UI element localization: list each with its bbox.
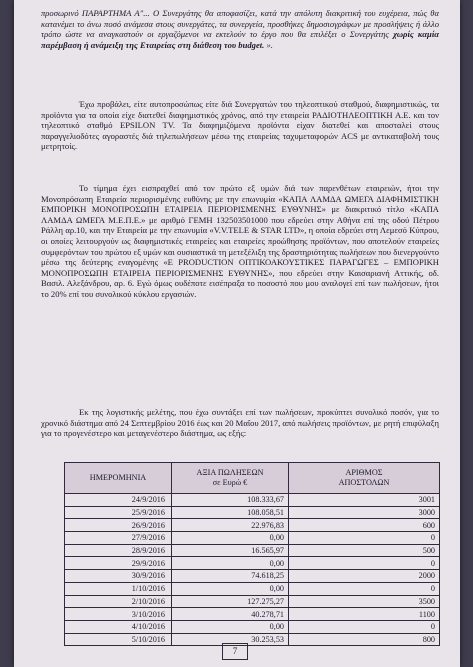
cell-sales-value: 22.976,83 [172,519,289,532]
cell-date: 4/10/2016 [65,620,172,633]
table-row [65,633,440,646]
table-row [65,608,440,621]
cell-shipments: 0 [289,532,440,545]
header-sales-value: ΑΞΙΑ ΠΩΛΗΣΕΩΝ σε Ευρώ € [172,463,289,494]
cell-shipments: 3500 [289,595,440,608]
sales-table [64,462,440,646]
cell-date: 3/10/2016 [65,608,172,621]
cell-sales-value: 16.565,97 [172,544,289,557]
cell-shipments: 1100 [289,608,440,621]
cell-shipments: 0 [289,620,440,633]
cell-sales-value: 40.278,71 [172,608,289,621]
cell-shipments: 2000 [289,570,440,583]
cell-date: 25/9/2016 [65,506,172,519]
cell-date: 24/9/2016 [65,494,172,507]
cell-sales-value: 0,00 [172,582,289,595]
table-row [65,570,440,583]
table-row [65,582,440,595]
cell-shipments: 800 [289,633,440,646]
cell-shipments: 600 [289,519,440,532]
cell-date: 1/10/2016 [65,582,172,595]
header-shipments: ΑΡΙΘΜΟΣ ΑΠΟΣΤΟΛΩΝ [289,463,440,494]
sales-table-header [65,463,440,494]
cell-date: 28/9/2016 [65,544,172,557]
cell-sales-value: 0,00 [172,532,289,545]
cell-shipments: 3000 [289,506,440,519]
table-row [65,620,440,633]
cell-date: 5/10/2016 [65,633,172,646]
table-row [65,506,440,519]
cell-sales-value: 127.275,27 [172,595,289,608]
header-date: ΗΜΕΡΟΜΗΝΙΑ [65,463,172,494]
paragraph-payment: Το τίμημα έχει εισπραχθεί από τον πρώτο εξ υμών διά των παρενθέτων εταιρειών, ήτοι την Μονοπρόσωπη Εταιρεία περιορισμένης ευθύνης με την επωνυμία «ΚΑΠΑ ΛΑΜΔΑ ΩΜΕΓΑ ΔΙΑΦΗΜΙΣΤΙΚΗ ΕΜΠΟΡΙΚΗ ΜΟΝΟΠΡΟΣΩΠΗ ΕΤΑΙΡΕΙΑ ΠΕΡΙΟΡΙΣΜΕΝΗΣ ΕΥΘΥΝΗΣ» με διακριτικό τίτλο «ΚΑΠΑ ΛΑΜΔΑ ΩΜΕΓΑ Μ.Ε.Π.Ε.» με αριθμό ΓΕΜΗ 132503501000 που εδρεύει στην Αθήνα επί της οδού Πέτρου Ράλλη αρ.10, και την Εταιρεία με την επωνυμία «V.V.TELE & STAR LTD», η οποία εδρεύει στη Λεμεσό Κύπρου, οι οποίες λειτουργούν ως διαφημιστικές εταιρείες και εταιρείες προώθησης προϊόντων, που αποτελούν εταιρείες συμφερόντων του πρώτου εξ υμών και ουσιαστικά τη μετεξέλιξη της δραστηριότητας πωλήσεων που διενεργούντο μέσω της δεύτερης εναγομένης «Ε PRODUCTION ΟΠΤΙΚΟΑΚΟΥΣΤΙΚΕΣ ΠΑΡΑΓΩΓΕΣ – ΕΜΠΟΡΙΚΗ ΜΟΝΟΠΡΟΣΩΠΗ ΕΤΑΙΡΕΙΑ ΠΕΡΙΟΡΙΣΜΕΝΗΣ ΕΥΘΥΝΗΣ», που εδρεύει στην Καισαριανή Αττικής, οδ. Βασιλ. Αλεξάνδρου, αρ. 6. Εγώ όμως ουδέποτε εισέπραξα το ποσοστό που μου αναλογεί επί των πωλήσεων, ήτοι το 20% επί του συνολικού κύκλου εργασιών. [41,183,439,299]
table-row [65,595,440,608]
page-number: 7 [222,643,248,660]
cell-date: 30/9/2016 [65,570,172,583]
table-row [65,557,440,570]
table-row [65,532,440,545]
cell-sales-value: 108.058,51 [172,506,289,519]
cell-date: 2/10/2016 [65,595,172,608]
table-row [65,494,440,507]
table-row [65,519,440,532]
document-page [14,0,460,667]
paragraph-contract-quote: προσωρινό ΠΑΡΑΡΤΗΜΑ Α"... Ο Συνεργάτης θα αποφασίζει, κατά την απόλυτη διακριτική του ευχέρεια, πώς θα κατανέμει το άνω ποσό ανάμεσα στους συνεργάτες, τα συνεργεία, προσθήκες δημοσιογράφων με προσλήψεις ή άλλο τρόπο ώστε να αναγκαστούν οι εργαζόμενοι να εκτελούν το έργο που θα επιλέξει ο Συνεργάτης χωρίς καμία παρέμβαση ή ανάμειξη της Εταιρείας στη διάθεση του budget. ». [41,8,439,50]
cell-sales-value: 30.253,53 [172,633,289,646]
cell-shipments: 3001 [289,494,440,507]
cell-shipments: 500 [289,544,440,557]
paragraph-accounting-study: Εκ της λογιστικής μελέτης, που έχω συντάξει επί των πωλήσεων, προκύπτει συνολικό ποσόν, για το χρονικό διάστημα από 24 Σεπτεμβρίου 2016 έως και 20 Μαΐου 2017, από πωλήσεις προϊόντων, με ρητή επιφύλαξη για το προγενέστερο και μεταγενέστερο διάστημα, ως εξής: [41,407,439,439]
cell-sales-value: 0,00 [172,557,289,570]
cell-date: 29/9/2016 [65,557,172,570]
cell-shipments: 0 [289,557,440,570]
cell-sales-value: 108.333,67 [172,494,289,507]
table-row [65,544,440,557]
cell-sales-value: 0,00 [172,620,289,633]
cell-sales-value: 74.618,25 [172,570,289,583]
paragraph-advertising: Έχω προβάλει, είτε αυτοπροσώπως είτε διά Συνεργατών του τηλεοπτικού σταθμού, διαφημιστικώς, τα προϊόντα για τα οποία είχε διατεθεί διαφημιστικός χρόνος, από την εταιρεία ΡΑΔΙΟΤΗΛΕΟΠΤΙΚΗ Α.Ε. και τον τηλεοπτικό σταθμό EPSILON TV. Τα διαφημιζόμενα προϊόντα είχαν διατεθεί και αποσταλεί στους παραγγελιοδότες αγοραστές διά τηλεπωλήσεων μέσω της εταιρείας ταχυμεταφορών ACS με αντικαταβολή τους μετρητοίς. [41,99,439,152]
cell-date: 27/9/2016 [65,532,172,545]
cell-date: 26/9/2016 [65,519,172,532]
cell-shipments: 0 [289,582,440,595]
